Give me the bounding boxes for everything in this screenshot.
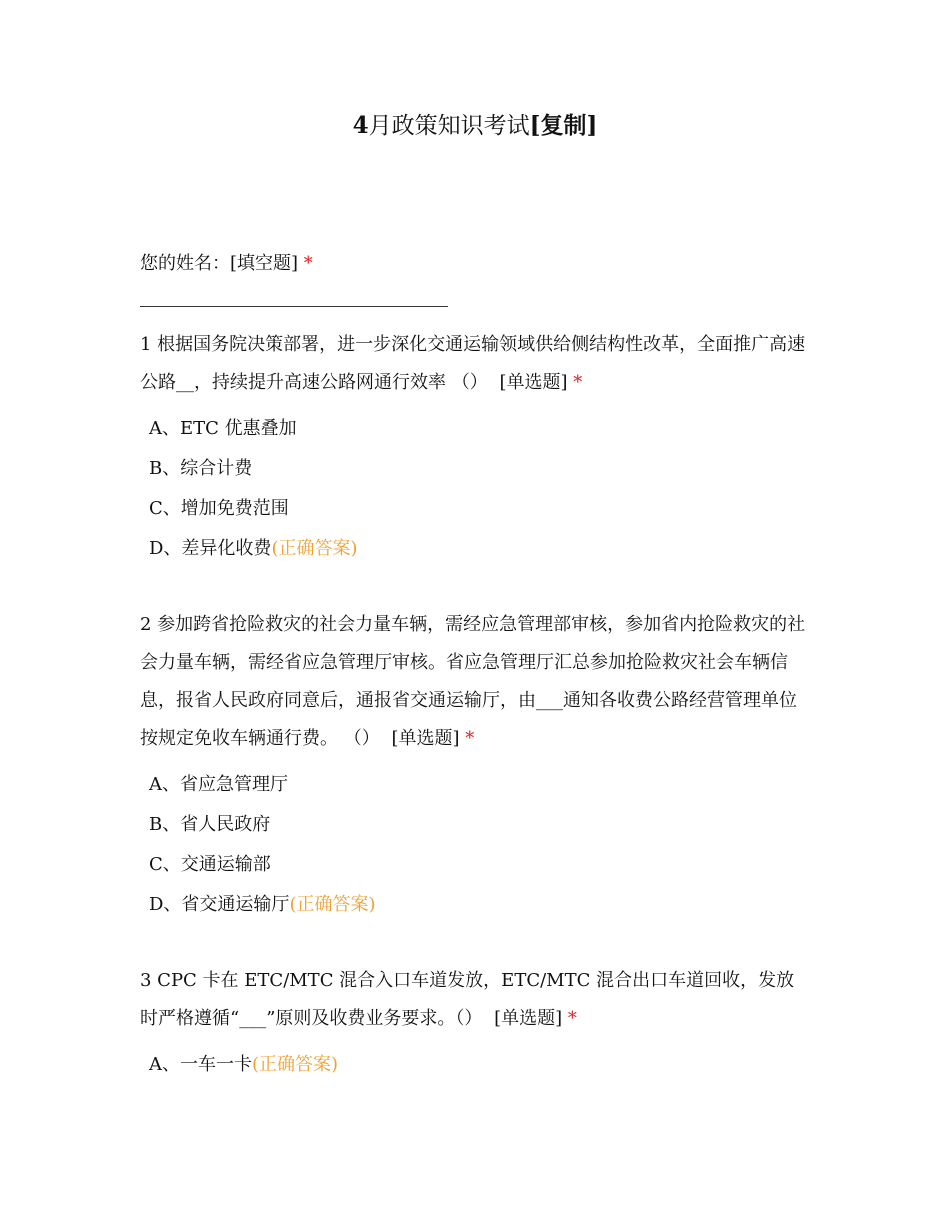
- question-2: [140, 606, 812, 758]
- question-1-type: [单选题]: [499, 372, 568, 393]
- question-3-text: 3 CPC 卡在 ETC/MTC 混合入口车道发放，ETC/MTC 混合出口车道回收，发放时严格遵循“___”原则及收费业务要求。（）: [140, 970, 795, 1029]
- question-3-required-mark: *: [567, 1008, 577, 1029]
- question-1: [140, 326, 812, 402]
- question-2-option-d: [149, 891, 375, 919]
- question-1-required-mark: *: [573, 372, 583, 393]
- question-1-option-b: [149, 455, 252, 483]
- correct-answer-tag: (正确答案): [289, 894, 376, 915]
- question-3-type: [单选题]: [494, 1008, 563, 1029]
- name-question-type: [填空题]: [230, 253, 299, 274]
- question-3-option-a: [149, 1051, 338, 1079]
- question-1-text: 1 根据国务院决策部署，进一步深化交通运输领域供给侧结构性改革，全面推广高速公路__，持续提升高速公路网通行效率 （）: [140, 334, 806, 393]
- option-label: A、省应急管理厅: [149, 774, 288, 795]
- question-1-option-a: [149, 415, 297, 443]
- question-2-text: 2 参加跨省抢险救灾的社会力量车辆，需经应急管理部审核，参加省内抢险救灾的社会力量车辆，需经省应急管理厅审核。省应急管理厅汇总参加抢险救灾社会车辆信息，报省人民政府同意后，通报省交通运输厅，由___通知各收费公路经营管理单位按规定免收车辆通行费。 （）: [140, 614, 806, 749]
- correct-answer-tag: (正确答案): [271, 538, 358, 559]
- required-mark: *: [303, 253, 313, 274]
- option-label: D、差异化收费: [149, 538, 272, 559]
- option-label: B、省人民政府: [149, 814, 271, 835]
- correct-answer-tag: (正确答案): [252, 1054, 339, 1075]
- title-text: 月政策知识考试: [368, 113, 530, 139]
- title-number: 4: [352, 112, 369, 139]
- name-answer-line: [140, 306, 448, 307]
- question-2-option-b: [149, 811, 270, 839]
- option-label: A、一车一卡: [149, 1054, 252, 1075]
- page-title: [0, 110, 950, 142]
- option-label: A、ETC 优惠叠加: [149, 418, 297, 439]
- question-1-option-c: [149, 495, 289, 523]
- question-2-option-a: [149, 771, 288, 799]
- name-question-label: 您的姓名：: [140, 253, 230, 274]
- option-label: C、交通运输部: [149, 854, 271, 875]
- question-1-option-d: [149, 535, 357, 563]
- question-2-type: [单选题]: [391, 728, 460, 749]
- option-label: D、省交通运输厅: [149, 894, 290, 915]
- name-question: [140, 250, 313, 278]
- title-suffix: [复制]: [529, 112, 598, 139]
- question-3: [140, 962, 812, 1038]
- question-2-required-mark: *: [465, 728, 475, 749]
- question-2-option-c: [149, 851, 271, 879]
- option-label: B、综合计费: [149, 458, 253, 479]
- option-label: C、增加免费范围: [149, 498, 289, 519]
